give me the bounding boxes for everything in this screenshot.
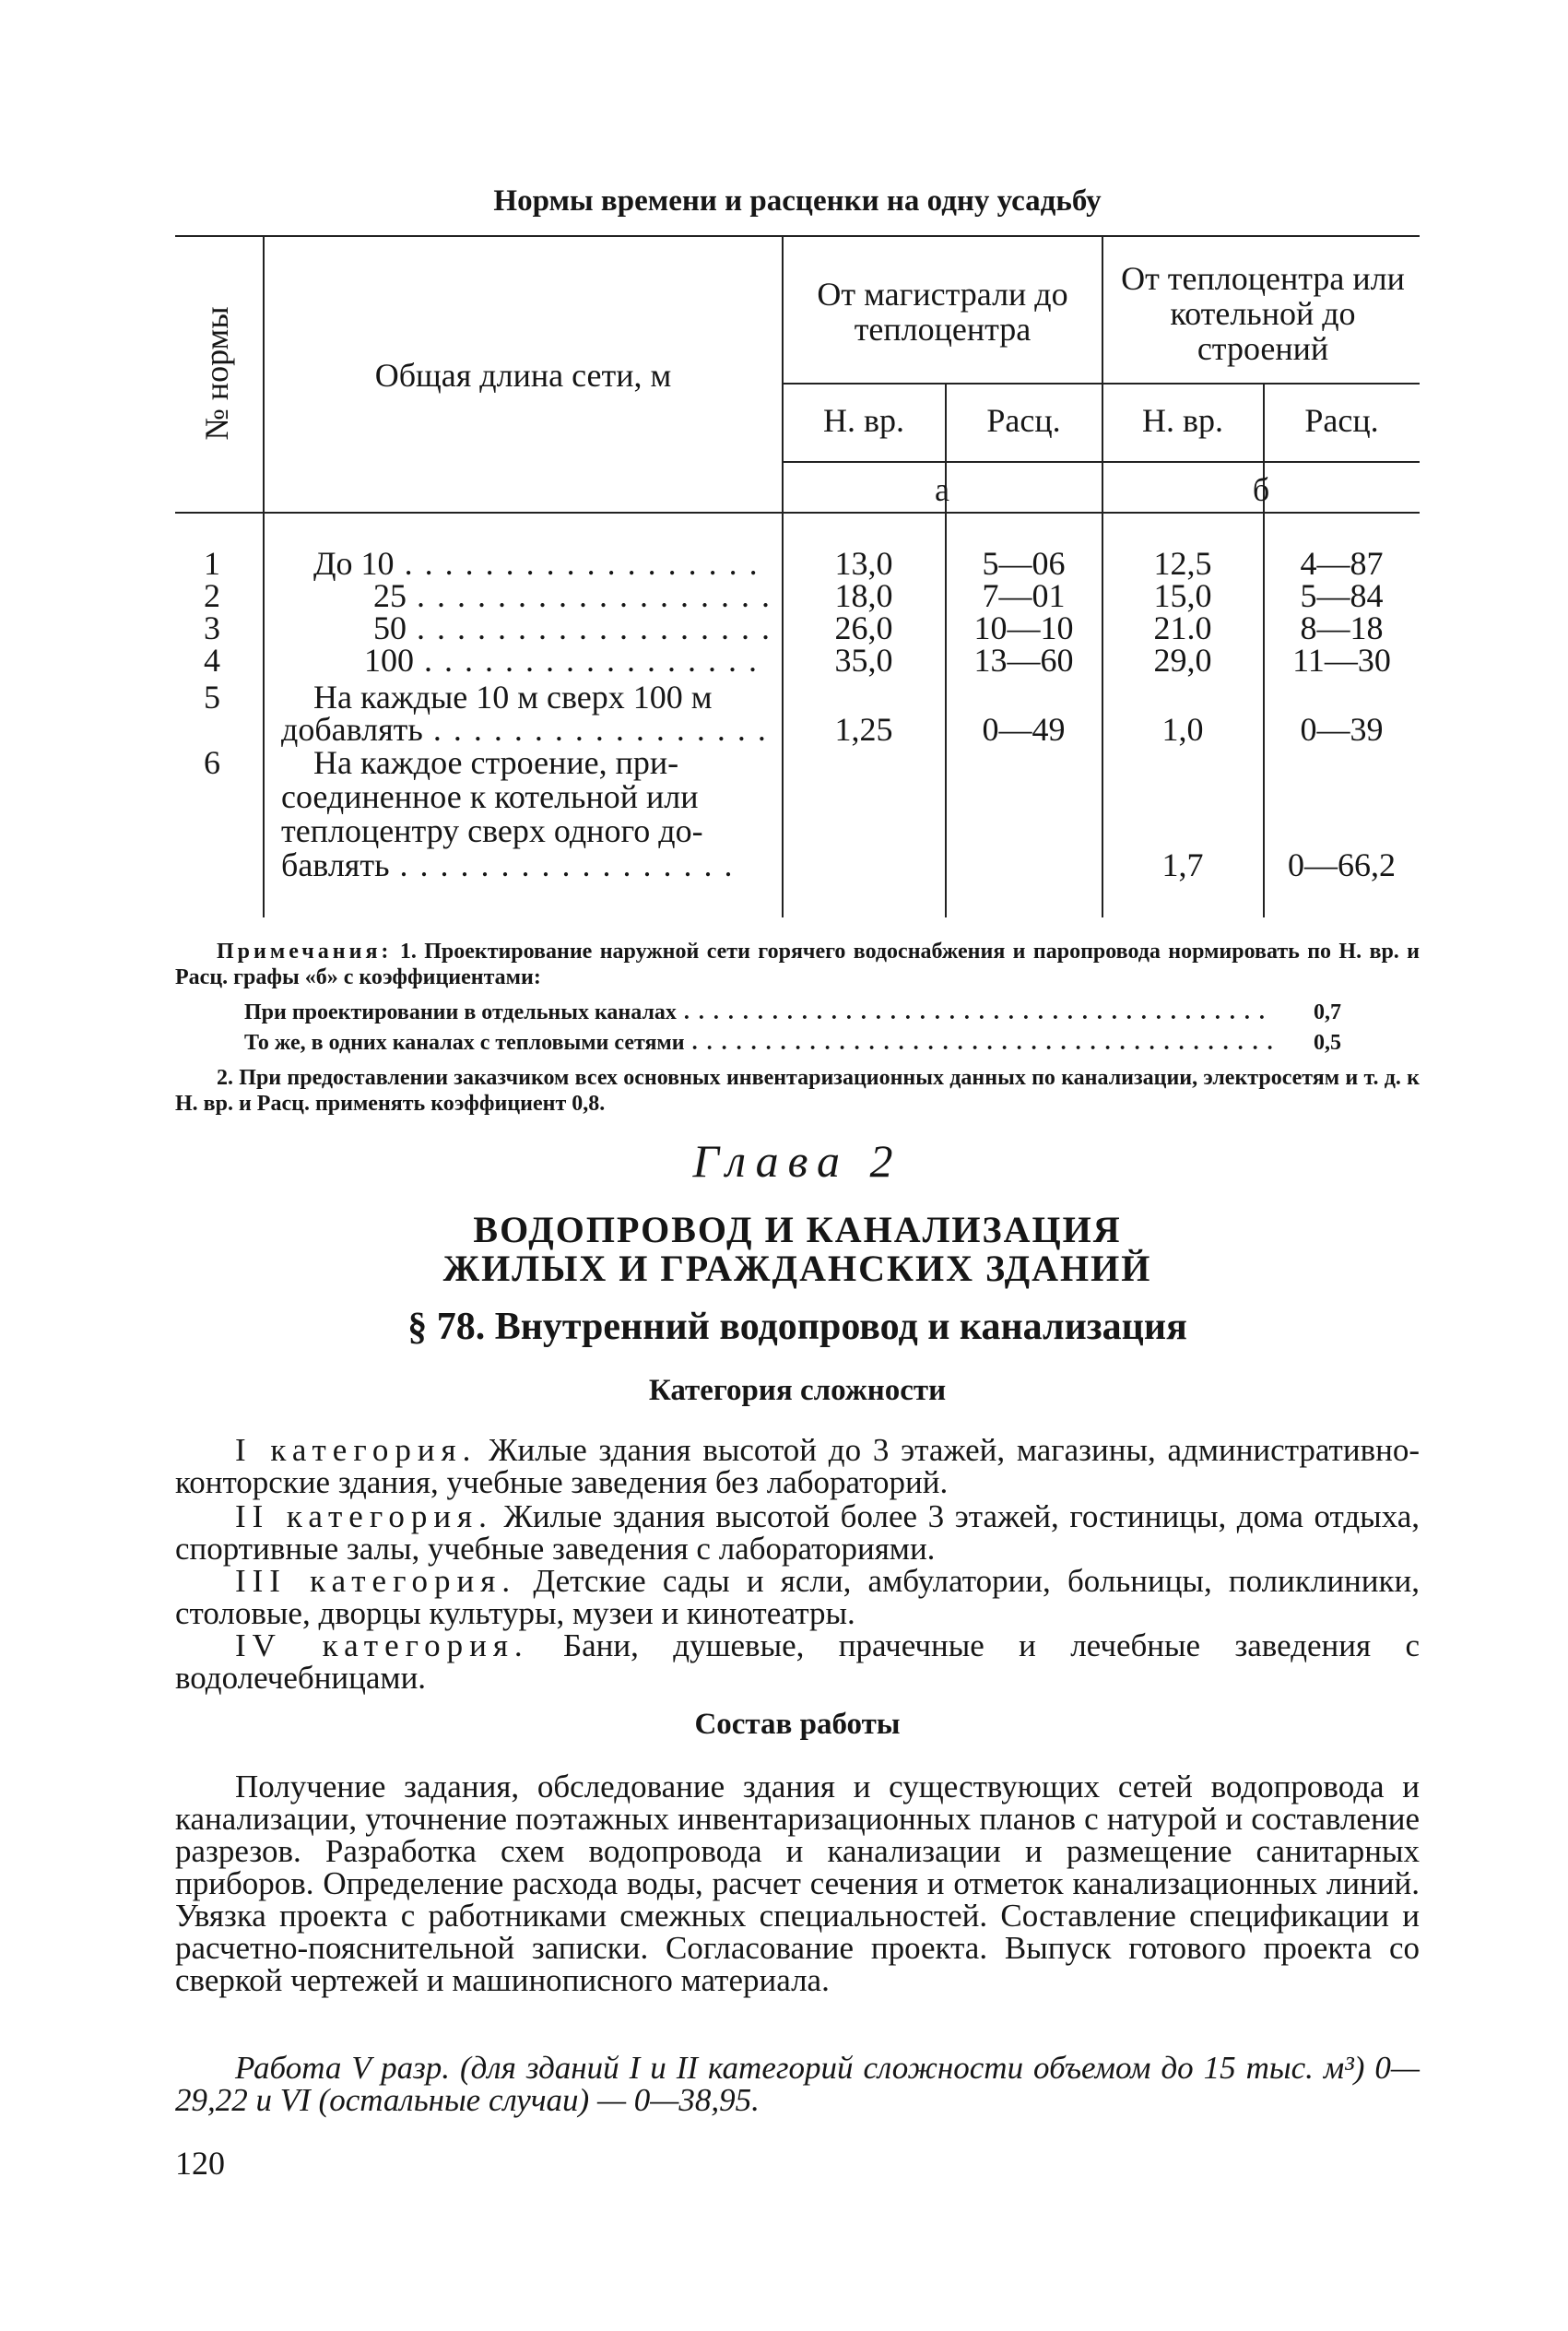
row-b-rate: 8—18	[1300, 609, 1384, 646]
row-b-rate: 11—30	[1292, 642, 1391, 679]
row-length-label: На каждое строение, при-	[313, 744, 679, 781]
notes-label: Примечания:	[217, 940, 393, 964]
row-b-rate: 0—66,2	[1288, 846, 1396, 883]
category-label: II категория.	[235, 1498, 493, 1534]
header-bottom-rule	[175, 512, 1420, 514]
rate-paragraph: Работа V разр. (для зданий I и II категорий сложности объемом до 15 тыс. м³) 0—29,22 и VI (остальные случаи) — 0—38,95.	[175, 2050, 1420, 2118]
subheader-rule-2	[782, 461, 1420, 463]
row-a-rate: 10—10	[973, 609, 1074, 646]
row-length-label: 100 . . .	[364, 643, 770, 678]
row-length-label: На каждые 10 м сверх 100 м	[313, 679, 713, 716]
row-length-label: соединенное к котельной или	[281, 778, 699, 815]
category-text: Бани, душевые, прачечные и лечебные заведения с водолечебницами.	[175, 1627, 1421, 1696]
row-a-rate: 5—06	[982, 545, 1066, 582]
complexity-heading: Категория сложности	[648, 1374, 947, 1407]
coefficient-value: 0,7	[1304, 1000, 1341, 1025]
row-b-time: 1,7	[1161, 846, 1204, 883]
col-divider-5	[1263, 383, 1265, 917]
header-col-b: б	[1252, 471, 1270, 508]
row-number: 2	[204, 577, 220, 614]
row-length-label: 25 . . .	[373, 578, 770, 613]
header-group-a: От магистрали до теплоцентра	[817, 276, 1068, 348]
header-length: Общая длина сети, м	[374, 357, 672, 394]
row-a-time: 18,0	[834, 577, 893, 614]
row-b-time: 21.0	[1153, 609, 1212, 646]
category-paragraph	[175, 1629, 1420, 1694]
subheader-rule-1	[782, 383, 1420, 385]
header-b-rate: Расц.	[1304, 402, 1379, 439]
category-label: IV категория.	[235, 1627, 529, 1663]
section-title: § 78. Внутренний водопровод и канализация	[407, 1306, 1187, 1348]
category-text: Детские сады и ясли, амбулатории, больницы, поликлиники, столовые, дворцы культуры, музеи и кинотеатры.	[175, 1563, 1420, 1631]
header-a-rate: Расц.	[986, 402, 1061, 439]
category-text: Жилые здания высотой до 3 этажей, магазины, административно-конторские здания, учебные заведения без лабораторий.	[175, 1432, 1420, 1500]
row-b-time: 29,0	[1153, 642, 1212, 679]
category-label: I категория.	[235, 1432, 477, 1468]
col-divider-3	[945, 383, 947, 917]
row-length-label: теплоцентру сверх одного до-	[281, 812, 703, 849]
row-b-time: 12,5	[1153, 545, 1212, 582]
category-text: Жилые здания высотой более 3 этажей, гостиницы, дома отдыха, спортивные залы, учебные заведения с лабораториями.	[175, 1498, 1420, 1567]
row-b-time: 1,0	[1161, 711, 1204, 748]
category-paragraph	[175, 1565, 1420, 1629]
note-2: 2. При предоставлении заказчиком всех основных инвентаризационных данных по канализации, электросетям и т. д. к Н. вр. и Расц. применять коэффициент 0,8.	[175, 1066, 1420, 1116]
table-top-rule	[175, 235, 1420, 237]
row-a-rate: 0—49	[982, 711, 1066, 748]
page-number: 120	[175, 2145, 225, 2182]
category-paragraph	[175, 1434, 1420, 1498]
table-title: Нормы времени и расценки на одну усадьбу	[493, 184, 1102, 218]
header-col-a: а	[935, 471, 949, 508]
category-paragraph	[175, 1500, 1420, 1565]
row-length-label: бавлять . . .	[281, 847, 742, 882]
row-length-label: 50 . . .	[373, 610, 770, 645]
col-divider-1	[263, 235, 265, 917]
category-label: III категория.	[235, 1563, 517, 1599]
work-heading: Состав работы	[694, 1708, 901, 1741]
row-number: 5	[204, 679, 220, 716]
chapter-title-line-2: ЖИЛЫХ И ГРАЖДАНСКИХ ЗДАНИЙ	[442, 1248, 1152, 1289]
coefficient-row	[244, 1000, 1341, 1025]
header-norm-number: № нормы	[198, 306, 235, 441]
row-a-time: 1,25	[834, 711, 893, 748]
row-length-label: До 10 . . .	[313, 546, 770, 581]
header-a-time: Н. вр.	[823, 402, 904, 439]
row-a-time: 13,0	[834, 545, 893, 582]
chapter-label: Глава 2	[692, 1135, 902, 1187]
col-divider-4	[1102, 235, 1103, 917]
note-1	[175, 939, 1420, 990]
coefficient-value: 0,5	[1304, 1031, 1341, 1056]
coefficient-label: То же, в одних каналах с тепловыми сетями	[244, 1031, 685, 1055]
row-b-rate: 5—84	[1300, 577, 1384, 614]
row-number: 4	[204, 642, 220, 679]
row-a-time: 26,0	[834, 609, 893, 646]
row-a-rate: 7—01	[982, 577, 1066, 614]
header-b-time: Н. вр.	[1142, 402, 1223, 439]
coefficient-row	[244, 1031, 1341, 1056]
work-paragraph: Получение задания, обследование здания и существующих сетей водопровода и канализации, уточнение поэтажных инвентаризационных планов с натурой и составление разрезов. Разработка схем водопровода и канализации и размещение санитарных приборов. Определение расхода воды, расчет сечения и отметок канализационных линий. Увязка проекта с работниками смежных специальностей. Составление спецификации и расчетно-пояснительной записки. Согласование проекта. Выпуск готового проекта со сверкой чертежей и машинописного материала.	[175, 1769, 1420, 1998]
col-divider-2	[782, 235, 784, 917]
row-b-rate: 0—39	[1300, 711, 1384, 748]
chapter-title-line-1: ВОДОПРОВОД И КАНАЛИЗАЦИЯ	[473, 1209, 1122, 1250]
row-a-rate: 13—60	[973, 642, 1074, 679]
note-1-text: 1. Проектирование наружной сети горячего водоснабжения и паропровода нормировать по Н. вр. и Расц. графы «б» с коэффициентами:	[175, 940, 1420, 989]
row-number: 3	[204, 609, 220, 646]
row-a-time: 35,0	[834, 642, 893, 679]
row-length-label: добавлять . . .	[281, 712, 770, 747]
header-group-b: От теплоцентра или котельной до строений	[1121, 260, 1405, 367]
row-number: 1	[204, 545, 220, 582]
row-number: 6	[204, 744, 220, 781]
row-b-rate: 4—87	[1300, 545, 1384, 582]
coefficient-label: При проектировании в отдельных каналах	[244, 1000, 677, 1024]
row-b-time: 15,0	[1153, 577, 1212, 614]
